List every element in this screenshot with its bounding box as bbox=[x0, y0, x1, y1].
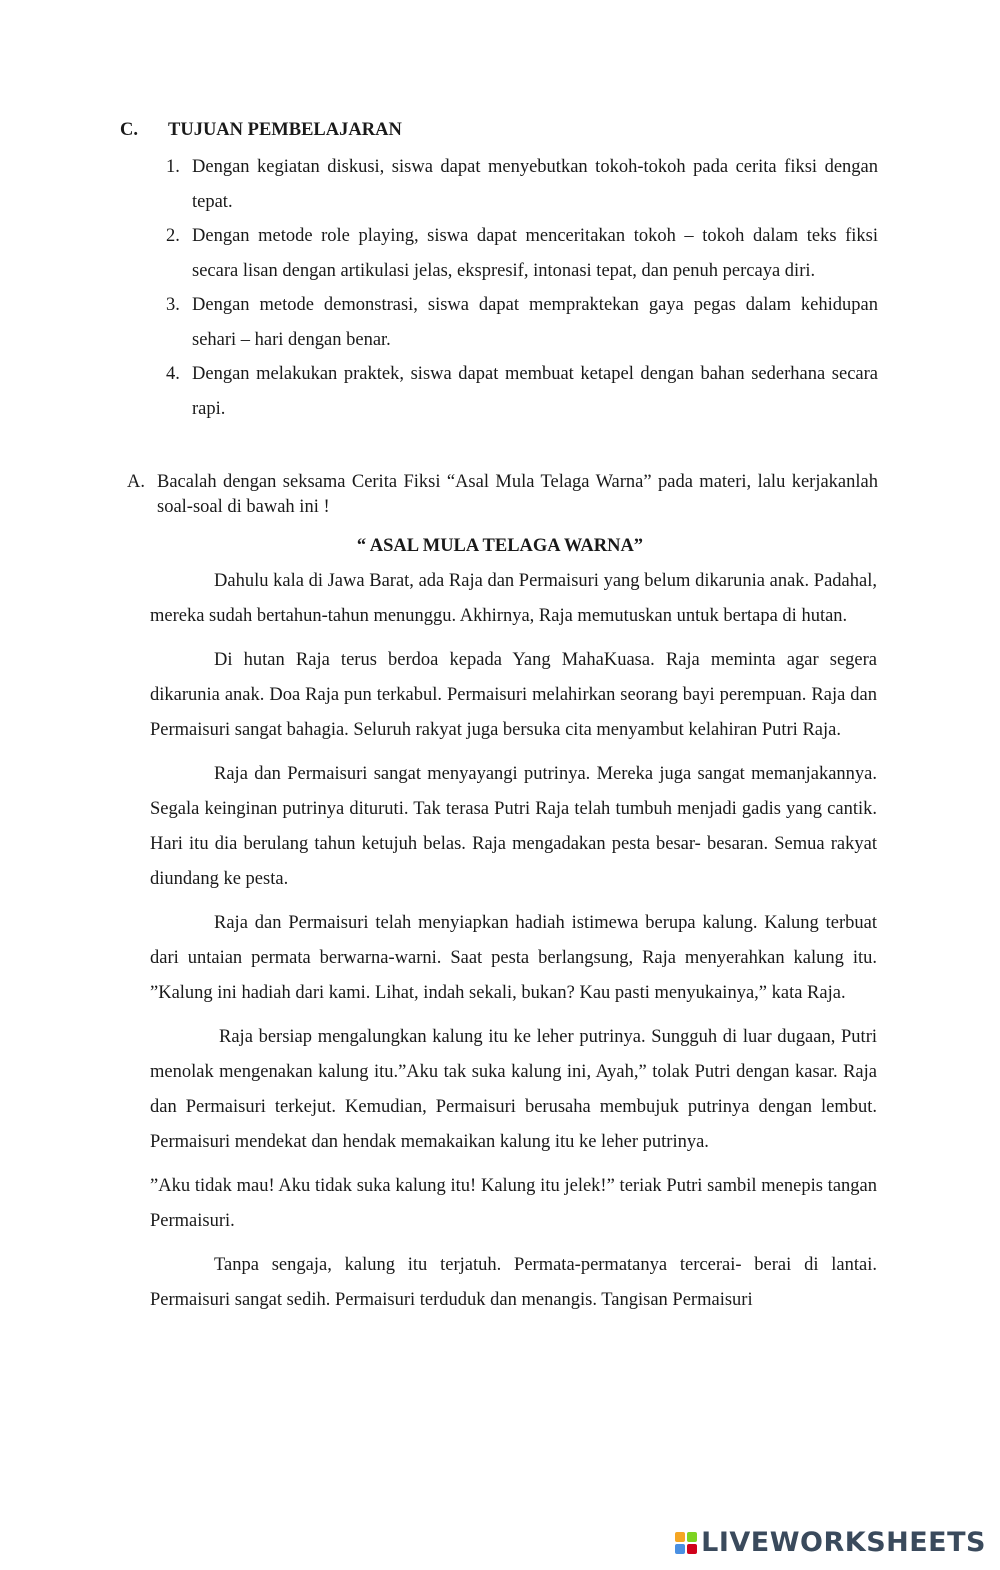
objective-number: 1. bbox=[166, 157, 180, 177]
section-letter: C. bbox=[120, 120, 138, 140]
instruction-text: Bacalah dengan seksama Cerita Fiksi “Asal Mula Telaga Warna” pada materi, lalu kerjakanlah soal-soal di bawah ini ! bbox=[157, 472, 878, 517]
objective-item bbox=[166, 288, 878, 357]
objective-item bbox=[166, 219, 878, 288]
objective-text: Dengan metode demonstrasi, siswa dapat mempraktekan gaya pegas dalam kehidupan sehari – hari dengan benar. bbox=[192, 295, 878, 350]
story-title: “ ASAL MULA TELAGA WARNA” bbox=[356, 536, 644, 556]
story-paragraph: Tanpa sengaja, kalung itu terjatuh. Permata-permatanya tercerai- berai di lantai. Permaisuri sangat sedih. Permaisuri terduduk dan menangis. Tangisan Permaisuri bbox=[150, 1255, 877, 1310]
objectives-list bbox=[166, 150, 878, 426]
logo-grid-icon bbox=[675, 1532, 697, 1554]
story-paragraph: Di hutan Raja terus berdoa kepada Yang MahaKuasa. Raja meminta agar segera dikarunia anak. Doa Raja pun terkabul. Permaisuri melahirkan seorang bayi perempuan. Raja dan Permaisuri sangat bahagia. Seluruh rakyat juga bersuka cita menyambut kelahiran Putri Raja. bbox=[150, 650, 877, 740]
story-paragraph: Raja bersiap mengalungkan kalung itu ke leher putrinya. Sungguh di luar dugaan, Putri menolak mengenakan kalung itu.”Aku tak suka kalung ini, Ayah,” tolak Putri dengan kasar. Raja dan Permaisuri terkejut. Kemudian, Permaisuri berusaha membujuk putrinya dengan lembut. Permaisuri mendekat dan hendak memakaikan kalung itu ke leher putrinya. bbox=[150, 1027, 877, 1152]
logo-square bbox=[687, 1544, 697, 1554]
story-paragraph: ”Aku tidak mau! Aku tidak suka kalung itu! Kalung itu jelek!” teriak Putri sambil menepis tangan Permaisuri. bbox=[150, 1176, 877, 1231]
objective-text: Dengan kegiatan diskusi, siswa dapat menyebutkan tokoh-tokoh pada cerita fiksi dengan tepat. bbox=[192, 157, 878, 212]
objective-number: 2. bbox=[166, 226, 180, 246]
story-paragraph: Dahulu kala di Jawa Barat, ada Raja dan Permaisuri yang belum dikarunia anak. Padahal, mereka sudah bertahun-tahun menunggu. Akhirnya, Raja memutuskan untuk bertapa di hutan. bbox=[150, 571, 877, 626]
logo-square bbox=[687, 1532, 697, 1542]
story-paragraph: Raja dan Permaisuri sangat menyayangi putrinya. Mereka juga sangat memanjakannya. Segala keinginan putrinya dituruti. Tak terasa Putri Raja telah tumbuh menjadi gadis yang cantik. Hari itu dia berulang tahun ketujuh belas. Raja mengadakan pesta besar- besaran. Semua rakyat diundang ke pesta. bbox=[150, 764, 877, 889]
instruction-a bbox=[127, 470, 878, 520]
logo-square bbox=[675, 1544, 685, 1554]
section-c-heading bbox=[120, 120, 402, 141]
logo-text: LIVEWORKSHEETS bbox=[701, 1527, 986, 1558]
objective-number: 3. bbox=[166, 295, 180, 315]
objective-text: Dengan melakukan praktek, siswa dapat membuat ketapel dengan bahan sederhana secara rapi. bbox=[192, 364, 878, 419]
objective-text: Dengan metode role playing, siswa dapat menceritakan tokoh – tokoh dalam teks fiksi secara lisan dengan artikulasi jelas, ekspresif, intonasi tepat, dan penuh percaya diri. bbox=[192, 226, 878, 281]
story-paragraph: Raja dan Permaisuri telah menyiapkan hadiah istimewa berupa kalung. Kalung terbuat dari untaian permata berwarna-warni. Saat pesta berlangsung, Raja menyerahkan kalung itu. ”Kalung ini hadiah dari kami. Lihat, indah sekali, bukan? Kau pasti menyukainya,” kata Raja. bbox=[150, 913, 877, 1003]
logo-square bbox=[675, 1532, 685, 1542]
liveworksheets-logo bbox=[675, 1527, 986, 1558]
story-body bbox=[150, 564, 877, 1327]
instruction-letter: A. bbox=[127, 472, 145, 492]
section-title: TUJUAN PEMBELAJARAN bbox=[168, 120, 402, 140]
objective-item bbox=[166, 357, 878, 426]
objective-number: 4. bbox=[166, 364, 180, 384]
objective-item bbox=[166, 150, 878, 219]
